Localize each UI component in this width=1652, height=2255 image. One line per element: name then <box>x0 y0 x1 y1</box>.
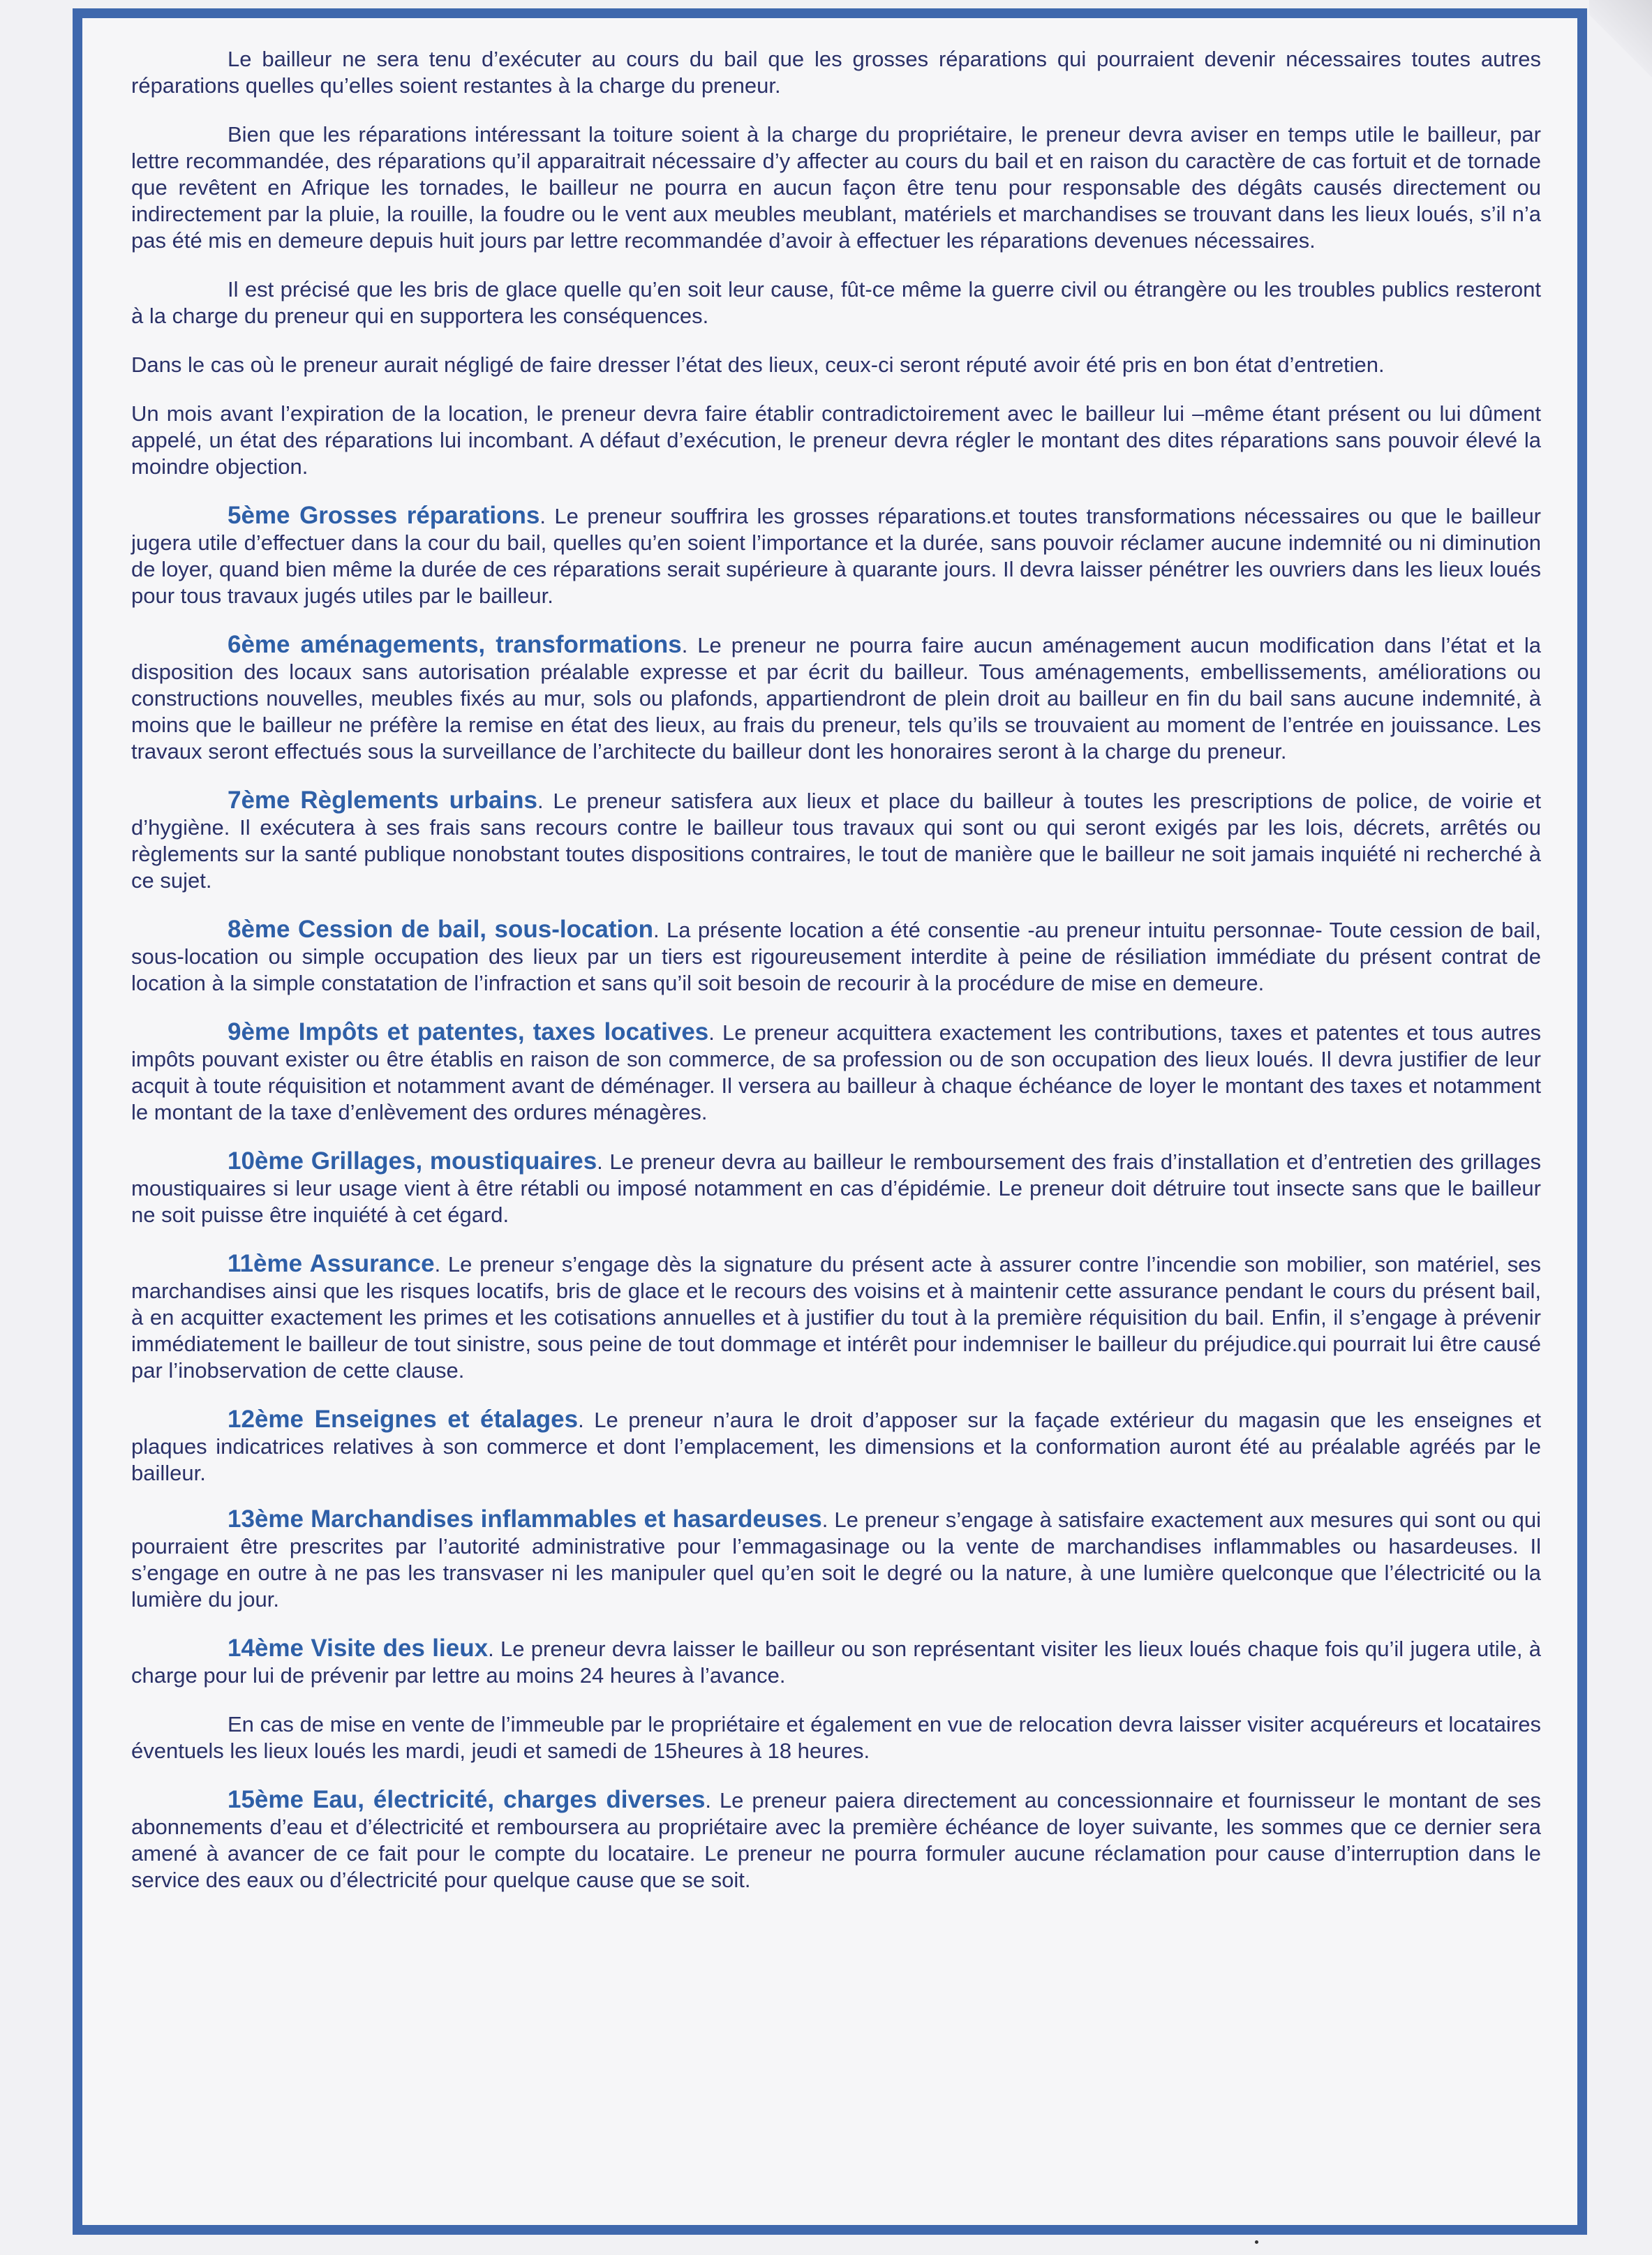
paragraph-glass-breakage: Il est précisé que les bris de glace quelle qu’en soit leur cause, fût-ce même la guerre civil ou étrangère ou les troubles publics resteront à la charge du preneur qui en supportera les conséquences. <box>131 277 1541 328</box>
clause-13-heading: 13ème Marchandises inflammables et hasardeuses <box>228 1505 822 1533</box>
clause-8-heading: 8ème Cession de bail, sous-location <box>228 916 654 943</box>
paragraph-inventory: Dans le cas où le preneur aurait négligé de faire dresser l’état des lieux, ceux-ci seront réputé avoir été pris en bon état d’entretien. <box>131 352 1385 377</box>
clause-11: 11ème Assurance. Le preneur s’engage dès la signature du présent acte à assurer contre l’incendie son mobilier, son matériel, ses marchandises ainsi que les risques locatifs, bris de glace et le recours des voisins et à maintenir cette assurance pendant le cours du présent bail, à en acquitter exactement les primes et les cotisations annuelles et à justifier du tout à la première réquisition du bail. Enfin, il s’engage à prévenir immédiatement le bailleur de tout sinistre, sous peine de tout dommage et intérêt pour indemniser le bailleur du préjudice.qui pourrait lui être causé par l’inobservation de cette clause. <box>131 1250 1541 1383</box>
clause-5-heading: 5ème Grosses réparations <box>228 502 540 529</box>
paragraph-roof-repairs: Bien que les réparations intéressant la toiture soient à la charge du propriétaire, le preneur devra aviser en temps utile le bailleur, par lettre recommandée, des réparations qu’il apparaitrait nécessaire d’y affecter au cours du bail et en raison du caractère de cas fortuit et de tornade que revêtent en Afrique les tornades, le bailleur ne pourra en aucun façon être tenu pour responsable des dégâts causés directement ou indirectement par la pluie, la rouille, la foudre ou le vent aux meubles meublant, matériels et marchandises se trouvant dans les lieux loués, s’il n’a pas été mis en demeure depuis huit jours par lettre recommandée d’avoir à effectuer les réparations devenues nécessaires. <box>131 122 1541 253</box>
clause-12-heading: 12ème Enseignes et étalages <box>228 1406 579 1433</box>
folded-corner <box>1589 0 1652 77</box>
paragraph-end-of-lease: Un mois avant l’expiration de la location, le preneur devra faire établir contradictoirement avec le bailleur lui –même étant présent ou lui dûment appelé, un état des réparations lui incombant. A défaut d’exécution, le preneur devra régler le montant des dites réparations sans pouvoir élevé la moindre objection. <box>131 401 1541 479</box>
clause-11-heading: 11ème Assurance <box>228 1250 435 1277</box>
clause-5: 5ème Grosses réparations. Le preneur souffrira les grosses réparations.et toutes transformations nécessaires ou que le bailleur jugera utile d’effectuer dans la cour du bail, quelles qu’en soient l’importance et la durée, sans pouvoir réclamer aucune indemnité ou ni diminution de loyer, quand bien même la durée de ces réparations serait supérieure à quarante jours. Il devra laisser pénétrer les ouvriers dans les lieux loués pour tous travaux jugés utiles par le bailleur. <box>131 502 1542 608</box>
clause-15-heading: 15ème Eau, électricité, charges diverses <box>228 1786 706 1813</box>
clause-9: 9ème Impôts et patentes, taxes locatives. Le preneur acquittera exactement les contributions, taxes et patentes et tous autres impôts pouvant exister ou être établis en raison de son commerce, de sa profession ou de son occupation des lieux loués. Il devra justifier de leur acquit à toute réquisition et notamment avant de déménager. Il versera au bailleur à chaque échéance de loyer le montant des taxes et notamment le montant de la taxe d’enlèvement des ordures ménagères. <box>131 1018 1541 1124</box>
clause-6-heading: 6ème aménagements, transformations <box>228 631 682 658</box>
paragraph-major-repairs: Le bailleur ne sera tenu d’exécuter au cours du bail que les grosses réparations qui pourraient devenir nécessaires toutes autres réparations quelles qu’elles soient restantes à la charge du preneur. <box>131 47 1541 98</box>
clause-13: 13ème Marchandises inflammables et hasardeuses. Le preneur s’engage à satisfaire exactement aux mesures qui sont ou qui pourraient être prescrites par l’autorité administrative pour l’emmagasinage ou la vente de marchandises inflammables ou hasardeuses. Il s’engage en outre à ne pas les transvaser ni les manipuler quel qu’en soit le degré ou la nature, à une lumière quelconque que l’électricité ou la lumière du jour. <box>131 1505 1541 1612</box>
scan-speck <box>1255 2240 1258 2244</box>
clause-15: 15ème Eau, électricité, charges diverses. Le preneur paiera directement au concessionnaire et fournisseur le montant de ses abonnements d’eau et d’électricité et remboursera au propriétaire avec la première échéance de loyer suivante, les sommes que ce dernier sera amené à avancer de ce fait pour le compte du locataire. Le preneur ne pourra formuler aucune réclamation pour cause d’interruption dans le service des eaux ou d’électricité pour quelque cause que se soit. <box>131 1786 1541 1892</box>
clause-8: 8ème Cession de bail, sous-location. La présente location a été consentie -au preneur intuitu personnae- Toute cession de bail, sous-location ou simple occupation des lieux par un tiers est rigoureusement interdite à peine de résiliation immédiate du présent contrat de location à la simple constatation de l’infraction et sans qu’il soit besoin de recourir à la procédure de mise en demeure. <box>131 916 1541 995</box>
clause-14: 14ème Visite des lieux. Le preneur devra laisser le bailleur ou son représentant visiter les lieux loués chaque fois qu’il jugera utile, à charge pour lui de prévenir par lettre au moins 24 heures à l’avance. <box>131 1635 1541 1688</box>
paragraph-sale-visits: En cas de mise en vente de l’immeuble par le propriétaire et également en vue de relocation devra laisser visiter acquéreurs et locataires éventuels les lieux loués les mardi, jeudi et samedi de 15heures à 18 heures. <box>131 1712 1541 1763</box>
clause-7: 7ème Règlements urbains. Le preneur satisfera aux lieux et place du bailleur à toutes les prescriptions de police, de voirie et d’hygiène. Il exécutera à ses frais sans recours contre le bailleur tous travaux qui sont ou qui seront exigés par les lois, décrets, arrêtés ou règlements sur la santé publique nonobstant toutes dispositions contraires, le tout de manière que le bailleur ne soit jamais inquiété ni recherché à ce sujet. <box>131 787 1541 893</box>
clause-10: 10ème Grillages, moustiquaires. Le preneur devra au bailleur le remboursement des frais d’installation et d’entretien des grillages moustiquaires si leur usage vient à être rétabli ou imposé notamment en cas d’épidémie. Le preneur doit détruire tout insecte sans que le bailleur ne soit puisse être inquiété à cet égard. <box>131 1147 1542 1227</box>
clause-9-heading: 9ème Impôts et patentes, taxes locatives <box>228 1018 709 1045</box>
clause-14-heading: 14ème Visite des lieux <box>228 1635 489 1662</box>
clause-7-heading: 7ème Règlements urbains <box>228 787 538 814</box>
clause-12: 12ème Enseignes et étalages. Le preneur n’aura le droit d’apposer sur la façade extérieur du magasin que les enseignes et plaques indicatrices relatives à son commerce et dont l’emplacement, les dimensions et la conformation auront été au préalable agréés par le bailleur. <box>131 1406 1542 1485</box>
clause-10-heading: 10ème Grillages, moustiquaires <box>228 1147 597 1175</box>
clause-6: 6ème aménagements, transformations. Le preneur ne pourra faire aucun aménagement aucun modification dans l’état et la disposition des locaux sans autorisation préalable expresse et par écrit du bailleur. Tous aménagements, embellissements, améliorations ou constructions nouvelles, meubles fixés au mur, sols ou plafonds, appartiendront de plein droit au bailleur en fin du bail sans aucune indemnité, à moins que le bailleur ne préfère la remise en état des lieux, au frais du preneur, tels qu’ils se trouvaient au moment de l’entrée en jouissance. Les travaux seront effectués sous la surveillance de l’architecte du bailleur dont les honoraires seront à la charge du preneur. <box>131 631 1541 764</box>
contract-text <box>131 46 1541 1916</box>
document-frame <box>73 8 1587 2235</box>
